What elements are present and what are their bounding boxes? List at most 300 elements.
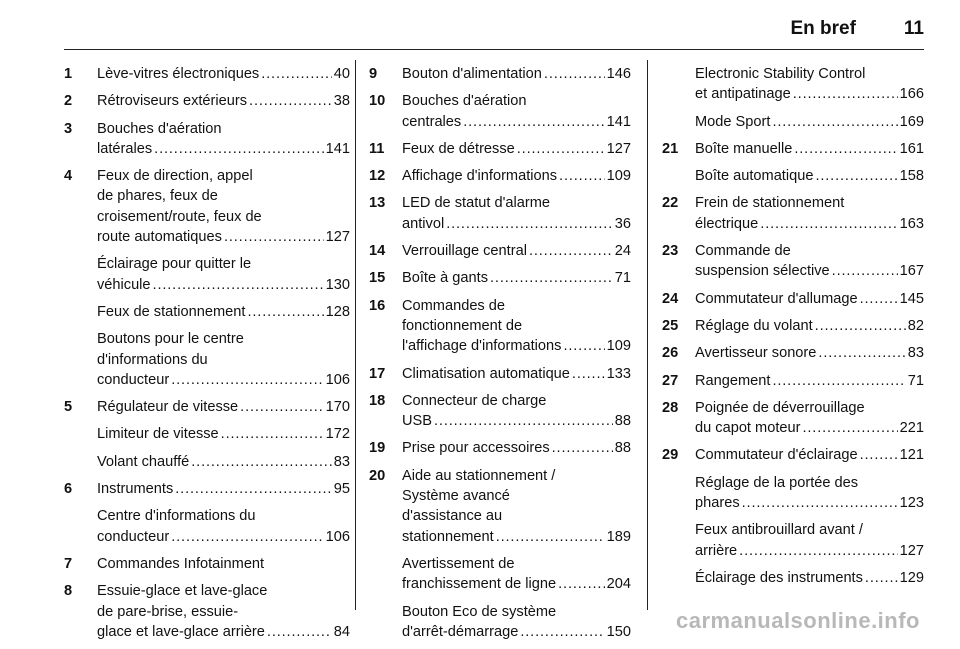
entry-page-ref[interactable]: 106 [325,528,350,545]
entry-page-ref[interactable]: 158 [899,168,924,185]
entry-page-ref[interactable]: 123 [899,495,924,512]
entry-leader-line [695,445,924,465]
entry-page-ref[interactable]: 166 [899,86,924,103]
entry-text [97,452,350,472]
entry-label: Feux de détresse [402,140,515,157]
entry-leader-line [402,139,631,159]
entry-text [695,568,924,588]
index-column-3 [662,64,924,595]
entry-text [402,391,631,432]
entry-label: conducteur [97,528,170,545]
entry-line: Electronic Stability Control [695,66,866,82]
dot-leader [490,268,613,288]
index-entry [64,554,350,574]
dot-leader [860,289,898,309]
entry-line: Essuie-glace et lave-glace [97,583,268,600]
entry-number: 21 [662,140,679,157]
entry-leader-line [695,112,924,132]
dot-leader [267,622,332,642]
entry-leader-line [695,166,924,186]
entry-number: 14 [369,243,386,260]
entry-leader-line [402,336,631,356]
dot-leader [558,574,605,594]
entry-label: Commandes Infotainment [97,555,265,572]
entry-leader-line [695,371,924,391]
entry-label: suspension sélective [695,263,830,280]
watermark: carmanualsonline.info [676,608,920,633]
index-entry [64,581,350,642]
dot-leader [240,397,323,417]
entry-number: 16 [369,297,386,314]
entry-text [695,289,924,309]
entry-number: 6 [64,481,73,498]
entry-page-ref[interactable]: 38 [333,93,350,110]
entry-leader-line [695,343,924,363]
entry-label: Limiteur de vitesse [97,426,219,443]
dot-leader [153,275,324,295]
entry-line: Centre d'informations du [97,508,256,525]
entry-page-ref[interactable]: 71 [614,270,631,287]
entry-page-ref[interactable]: 133 [606,365,631,382]
index-entry [64,302,350,322]
dot-leader [572,364,605,384]
entry-line: d'informations du [97,351,208,368]
dot-leader [446,214,613,234]
entry-line: de phares, feux de [97,188,218,205]
entry-text [695,398,924,439]
entry-page-ref[interactable]: 150 [606,623,631,640]
entry-label: du capot moteur [695,420,801,437]
entry-leader-line [402,527,631,547]
entry-leader-line [97,397,350,417]
entry-line: Avertissement de [402,555,515,572]
section-title: En bref [790,18,856,39]
entry-label: latérales [97,140,153,157]
entry-page-ref[interactable]: 189 [606,528,631,545]
entry-text [402,364,631,384]
dot-leader [171,527,323,547]
entry-line: Réglage de la portée des [695,474,859,491]
entry-number: 4 [64,168,73,185]
entry-text [97,479,350,499]
entry-label: USB [402,413,433,430]
entry-number: 18 [369,392,386,409]
entry-page-ref[interactable]: 172 [325,426,350,443]
index-entry [369,268,631,288]
entry-text [402,193,631,234]
entry-page-ref[interactable]: 145 [899,290,924,307]
entry-number: 12 [369,168,386,185]
index-entry [64,452,350,472]
entry-label: Rétroviseurs extérieurs [97,93,248,110]
entry-text [402,139,631,159]
index-entry [662,112,924,132]
entry-page-ref[interactable]: 161 [899,140,924,157]
entry-label: Boîte à gants [402,270,489,287]
entry-text [402,602,631,643]
entry-label: route automatiques [97,229,222,246]
entry-label: Commutateur d'allumage [695,290,858,307]
entry-leader-line [97,64,350,84]
entry-line: Poignée de déverrouillage [695,399,865,416]
entry-line: Bouches d'aération [97,120,222,137]
column-divider [355,60,356,610]
entry-leader-line [695,84,924,104]
entry-page-ref[interactable]: 141 [325,140,350,157]
dot-leader [860,445,898,465]
index-entry [64,506,350,547]
entry-page-ref[interactable]: 127 [606,140,631,157]
index-entry [369,438,631,458]
entry-number: 9 [369,66,378,82]
entry-leader-line [402,214,631,234]
column-divider [647,60,648,610]
entry-label: Affichage d'informations [402,168,558,185]
entry-number: 25 [662,317,679,334]
index-entry [662,193,924,234]
entry-number: 17 [369,365,386,382]
entry-label: stationnement [402,528,494,545]
entry-text [402,91,631,132]
entry-text [97,64,350,84]
index-entry [369,391,631,432]
entry-text [97,119,350,160]
entry-leader-line [97,527,350,547]
dot-leader [739,541,897,561]
entry-leader-line [402,364,631,384]
entry-leader-line [695,316,924,336]
entry-text [97,554,350,574]
entry-label: arrière [695,542,738,559]
page-number: 11 [903,18,924,39]
entry-line: Boutons pour le centre [97,331,244,348]
entry-label: Rangement [695,372,771,389]
index-entry [662,166,924,186]
index-entry [64,479,350,499]
entry-page-ref[interactable]: 146 [606,66,631,82]
entry-page-ref[interactable]: 83 [907,345,924,362]
entry-page-ref[interactable]: 121 [899,447,924,464]
index-entry [662,371,924,391]
entry-page-ref[interactable]: 71 [907,372,924,389]
index-entry [64,329,350,390]
entry-line: fonctionnement de [402,317,523,334]
entry-leader-line [97,554,350,574]
entry-leader-line [97,227,350,247]
entry-number: 10 [369,93,386,110]
entry-line: d'assistance au [402,508,503,525]
index-column-2 [369,64,631,649]
entry-number: 20 [369,467,386,484]
entry-text [402,268,631,288]
index-entry [662,343,924,363]
index-entry [369,91,631,132]
entry-text [97,166,350,247]
entry-label: antivol [402,215,445,232]
entry-leader-line [695,493,924,513]
entry-page-ref[interactable]: 106 [325,371,350,388]
index-entry [64,424,350,444]
entry-leader-line [402,112,631,132]
index-entry [662,241,924,282]
entry-label: centrales [402,113,462,130]
page-header [64,18,924,40]
entry-text [97,91,350,111]
index-entry [662,520,924,561]
entry-leader-line [402,166,631,186]
index-entry [662,289,924,309]
dot-leader [175,479,332,499]
entry-page-ref[interactable]: 88 [614,440,631,457]
entry-number: 26 [662,345,679,362]
entry-label: Volant chauffé [97,453,190,470]
entry-text [695,166,924,186]
dot-leader [793,84,898,104]
index-entry [369,139,631,159]
dot-leader [802,418,897,438]
dot-leader [772,112,897,132]
entry-text [402,554,631,595]
index-entry [662,316,924,336]
entry-leader-line [97,139,350,159]
entry-label: glace et lave-glace arrière [97,623,265,640]
entry-line: Commande de [695,243,791,260]
dot-leader [517,139,605,159]
entry-line: de pare-brise, essuie- [97,603,239,620]
entry-label: phares [695,495,740,512]
dot-leader [552,438,613,458]
entry-text [695,112,924,132]
entry-text [695,139,924,159]
entry-page-ref[interactable]: 130 [325,276,350,293]
index-entry [369,364,631,384]
entry-page-ref[interactable]: 84 [333,623,350,640]
dot-leader [434,411,613,431]
entry-page-ref[interactable]: 109 [606,168,631,185]
entry-leader-line [97,302,350,322]
dot-leader [529,241,613,261]
index-entry [64,119,350,160]
entry-leader-line [97,370,350,390]
entry-line: Feux antibrouillard avant / [695,522,863,539]
entry-text [97,581,350,642]
entry-leader-line [695,214,924,234]
entry-text [402,438,631,458]
entry-page-ref[interactable]: 141 [606,113,631,130]
entry-number: 15 [369,270,386,287]
dot-leader [221,424,324,444]
entry-page-ref[interactable]: 88 [614,413,631,430]
entry-text [402,241,631,261]
entry-leader-line [97,479,350,499]
index-entry [369,166,631,186]
entry-leader-line [695,139,924,159]
entry-page-ref[interactable]: 127 [899,542,924,559]
entry-number: 23 [662,243,679,260]
entry-leader-line [97,424,350,444]
entry-line: croisement/route, feux de [97,208,262,225]
entry-page-ref[interactable]: 170 [325,399,350,416]
index-entry [369,554,631,595]
index-entry [64,91,350,111]
entry-text [695,520,924,561]
entry-text [695,64,924,105]
entry-page-ref[interactable]: 24 [614,243,631,260]
entry-page-ref[interactable]: 127 [325,229,350,246]
entry-line: Commandes de [402,297,506,314]
entry-label: franchissement de ligne [402,576,557,593]
entry-text [97,329,350,390]
entry-page-ref[interactable]: 169 [899,113,924,130]
entry-leader-line [402,268,631,288]
index-entry [662,473,924,514]
entry-label: Feux de stationnement [97,303,246,320]
entry-line: Éclairage pour quitter le [97,256,252,273]
entry-label: véhicule [97,276,151,293]
dot-leader [760,214,897,234]
entry-number: 1 [64,66,73,82]
entry-label: Éclairage des instruments [695,569,863,586]
entry-number: 8 [64,583,73,600]
entry-label: Boîte automatique [695,168,814,185]
index-entry [662,568,924,588]
dot-leader [794,139,897,159]
entry-label: Avertisseur sonore [695,345,817,362]
entry-line: Aide au stationnement / [402,467,556,484]
entry-label: Réglage du volant [695,317,813,334]
entry-page-ref[interactable]: 109 [606,338,631,355]
entry-number: 28 [662,399,679,416]
entry-number: 2 [64,93,73,110]
entry-leader-line [402,438,631,458]
dot-leader [154,139,323,159]
index-entry [662,398,924,439]
index-entry [369,466,631,547]
entry-page-ref[interactable]: 95 [333,481,350,498]
index-entry [662,139,924,159]
index-entry [369,602,631,643]
entry-page-ref[interactable]: 163 [899,215,924,232]
header-rule [64,49,924,50]
dot-leader [815,166,897,186]
entry-label: Commutateur d'éclairage [695,447,858,464]
dot-leader [772,371,905,391]
entry-label: et antipatinage [695,86,791,103]
entry-label: Lève-vitres électroniques [97,66,260,82]
entry-leader-line [695,568,924,588]
entry-leader-line [97,622,350,642]
entry-label: Verrouillage central [402,243,527,260]
entry-label: Régulateur de vitesse [97,399,239,416]
entry-number: 27 [662,372,679,389]
entry-label: Boîte manuelle [695,140,793,157]
entry-label: Climatisation automatique [402,365,570,382]
entry-label: d'arrêt-démarrage [402,623,519,640]
entry-page-ref[interactable]: 129 [899,569,924,586]
entry-text [402,64,631,84]
entry-label: Instruments [97,481,174,498]
entry-text [695,241,924,282]
dot-leader [818,343,905,363]
entry-leader-line [402,411,631,431]
entry-page-ref[interactable]: 40 [333,66,350,82]
index-entry [369,241,631,261]
entry-text [97,424,350,444]
entry-text [97,302,350,322]
dot-leader [496,527,605,547]
entry-page-ref[interactable]: 167 [899,263,924,280]
entry-text [695,445,924,465]
entry-line: Connecteur de charge [402,392,547,409]
entry-leader-line [402,574,631,594]
entry-text [97,506,350,547]
index-entry [64,254,350,295]
entry-leader-line [695,541,924,561]
index-entry [369,296,631,357]
dot-leader [171,370,323,390]
dot-leader [563,336,604,356]
entry-text [695,316,924,336]
entry-label: Prise pour accessoires [402,440,550,457]
entry-number: 24 [662,290,679,307]
entry-text [695,371,924,391]
entry-page-ref[interactable]: 221 [899,420,924,437]
entry-number: 7 [64,555,73,572]
entry-leader-line [97,91,350,111]
entry-text [695,343,924,363]
index-entry [662,445,924,465]
entry-leader-line [695,261,924,281]
entry-text [695,193,924,234]
dot-leader [520,622,604,642]
index-entry [369,193,631,234]
entry-text [695,473,924,514]
dot-leader [249,91,332,111]
dot-leader [559,166,605,186]
entry-page-ref[interactable]: 36 [614,215,631,232]
entry-text [402,296,631,357]
dot-leader [463,112,604,132]
entry-number: 5 [64,399,73,416]
entry-label: Mode Sport [695,113,771,130]
dot-leader [261,64,332,84]
dot-leader [815,316,906,336]
entry-number: 3 [64,120,73,137]
entry-page-ref[interactable]: 83 [333,453,350,470]
index-entry [369,64,631,84]
entry-number: 19 [369,440,386,457]
entry-page-ref[interactable]: 128 [325,303,350,320]
entry-page-ref[interactable]: 204 [606,576,631,593]
index-entry [64,64,350,84]
entry-leader-line [402,64,631,84]
entry-label: conducteur [97,371,170,388]
entry-page-ref[interactable]: 82 [907,317,924,334]
index-entry [64,166,350,247]
entry-leader-line [97,452,350,472]
entry-line: LED de statut d'alarme [402,195,550,212]
entry-leader-line [402,622,631,642]
entry-line: Bouton Eco de système [402,603,557,620]
dot-leader [742,493,898,513]
entry-number: 22 [662,195,679,212]
dot-leader [544,64,605,84]
entry-number: 29 [662,447,679,464]
entry-number: 11 [369,140,385,157]
entry-label: électrique [695,215,759,232]
index-entry [64,397,350,417]
entry-label: l'affichage d'informations [402,338,562,355]
